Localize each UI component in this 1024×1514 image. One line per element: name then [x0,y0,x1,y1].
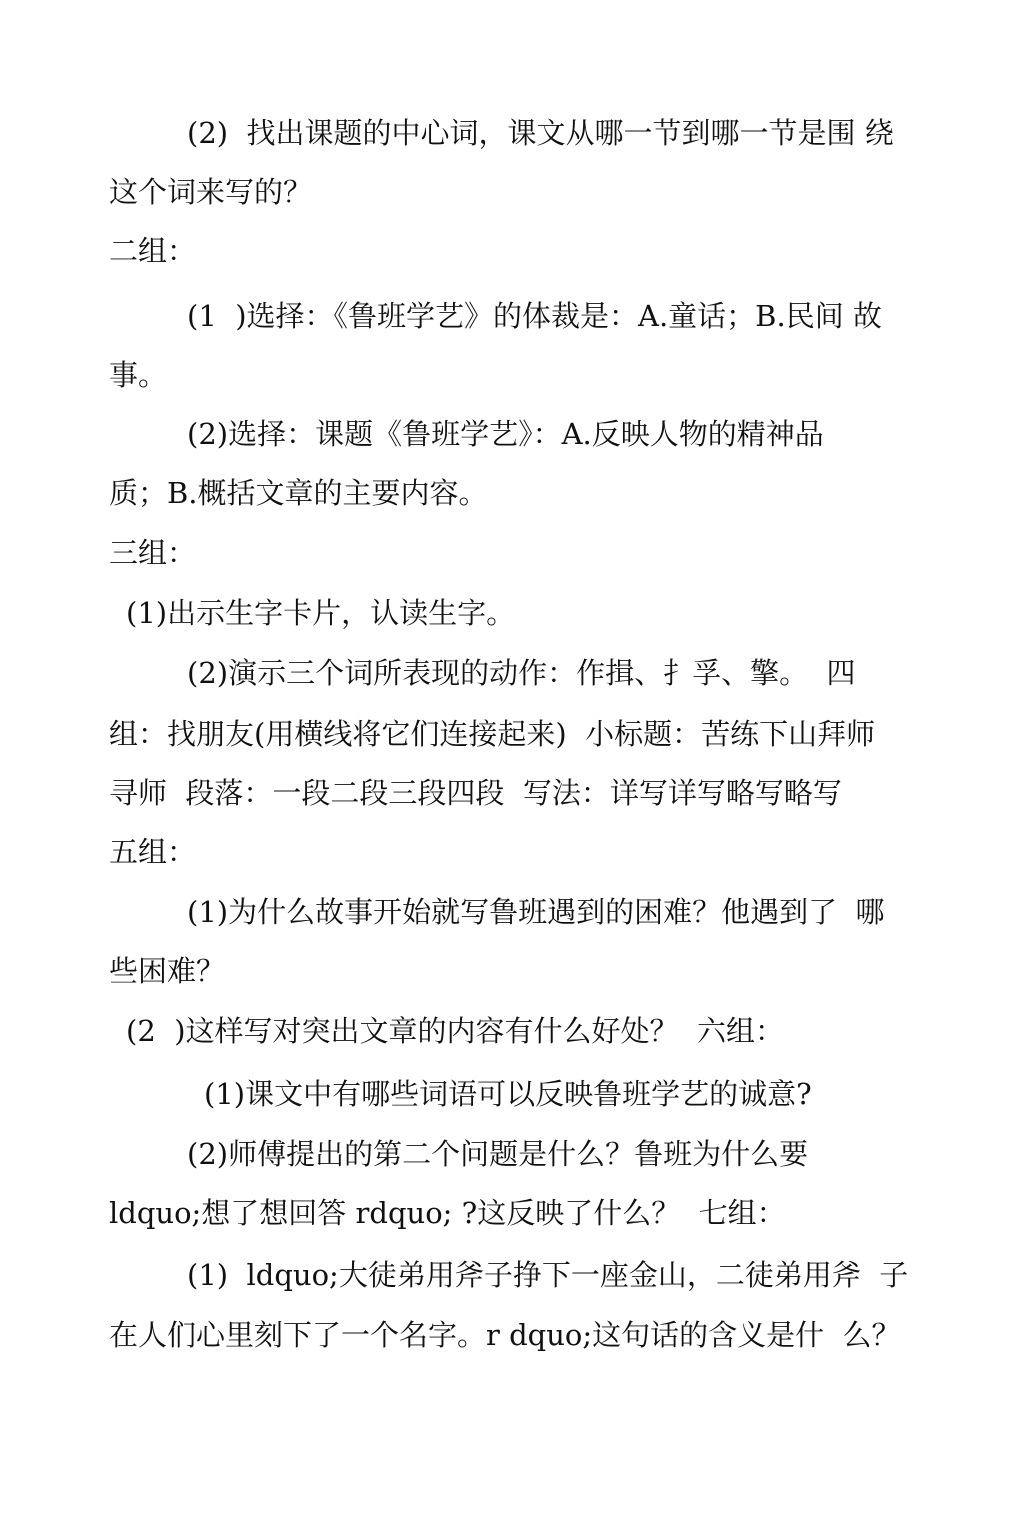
section-heading: 三组： [109,536,197,570]
text-line: 事。 [109,358,168,392]
text-line: (1)出示生字卡片，认读生字。 [126,596,516,630]
text-line: (2)选择：课题《鲁班学艺》：A.反映人物的精神品 [187,417,824,451]
text-line: (2)演示三个词所表现的动作：作揖、扌孚、擎。 四 [187,656,856,690]
text-line: (1)为什么故事开始就写鲁班遇到的困难？他遇到了 哪 [187,895,885,929]
section-heading: 二组： [109,234,197,268]
text-line: (2)师傅提出的第二个问题是什么？鲁班为什么要 [187,1137,809,1171]
text-line: (1 )选择：《鲁班学艺》的体裁是：A.童话；B.民间 故 [187,299,882,333]
text-line: (1) ldquo;大徒弟用斧子挣下一座金山，二徒弟用斧 子 [187,1258,909,1292]
text-line: (2 )这样写对突出文章的内容有什么好处？ 六组： [126,1014,784,1048]
text-line: ldquo;想了想回答 rdquo; ?这反映了什么？ 七组： [109,1196,786,1230]
text-line: (1)课文中有哪些词语可以反映鲁班学艺的诚意? [204,1077,812,1111]
text-line: 组：找朋友(用横线将它们连接起来) 小标题：苦练下山拜师 [109,717,876,751]
text-line: 寻师 段落：一段二段三段四段 写法：详写详写略写略写 [109,776,842,810]
text-line: 这个词来写的？ [109,175,313,209]
text-line: 在人们心里刻下了一个名字。r dquo;这句话的含义是什 么？ [109,1318,901,1352]
text-line: 质；B.概括文章的主要内容。 [109,476,488,510]
text-line: 些困难？ [109,954,226,988]
section-heading: 五组： [109,835,197,869]
text-line: (2) 找出课题的中心词，课文从哪一节到哪一节是围 绕 [187,116,894,150]
